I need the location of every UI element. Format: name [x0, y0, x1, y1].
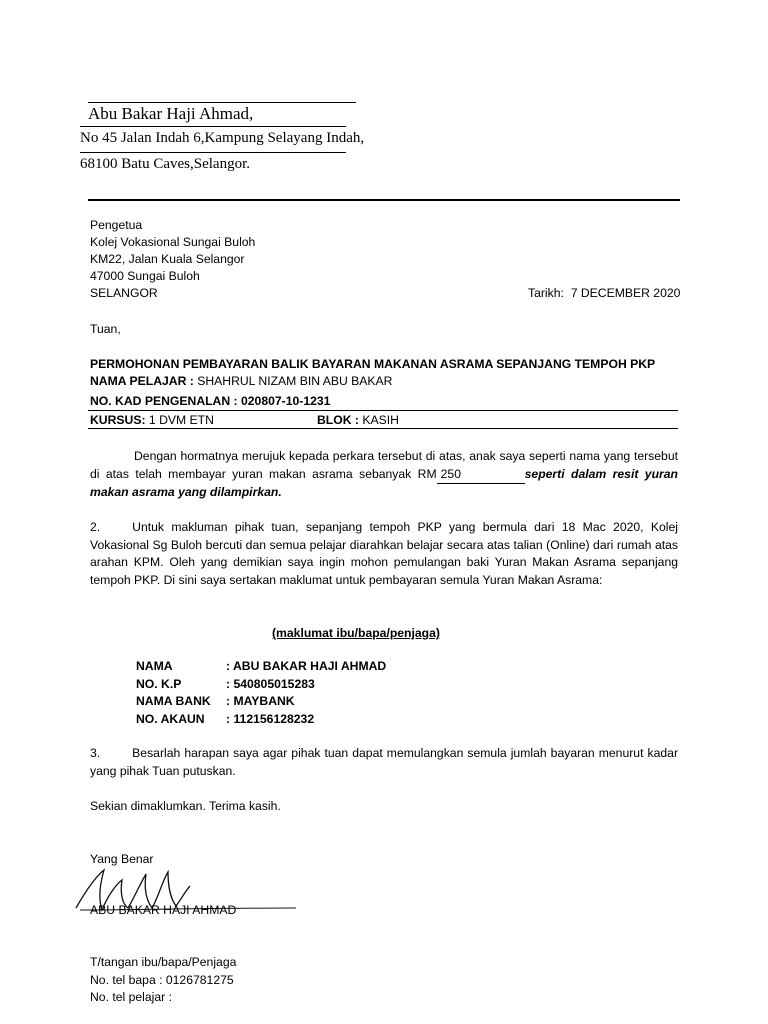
- recipient-line: Pengetua: [90, 218, 143, 232]
- father-phone: No. tel bapa : 0126781275: [90, 972, 234, 987]
- course-label: KURSUS:: [90, 413, 146, 427]
- parent-info-row: [136, 693, 386, 711]
- ic-value: 020807-10-1231: [241, 394, 331, 408]
- parent-info-row: [136, 676, 386, 694]
- ic-label: NO. KAD PENGENALAN :: [90, 394, 238, 408]
- parent-info-row: [136, 711, 386, 729]
- block-row: [317, 412, 399, 429]
- parent-info-label: NO. K.P: [136, 676, 182, 691]
- sender-name-rule: [80, 126, 346, 127]
- paragraph-3-number: 3.: [90, 746, 101, 760]
- ic-row-rule: [88, 410, 678, 411]
- date-value: 7 DECEMBER 2020: [570, 286, 681, 300]
- sender-address-line1: No 45 Jalan Indah 6,Kampung Selayang Indah,: [80, 130, 365, 146]
- parent-info-value: : 112156128232: [226, 711, 315, 726]
- amount-blank: [437, 466, 525, 485]
- student-name-value: SHAHRUL NIZAM BIN ABU BAKAR: [197, 374, 393, 388]
- ic-row: [90, 393, 330, 410]
- recipient-address: [90, 217, 255, 302]
- sign-off: Yang Benar: [90, 852, 154, 866]
- subject-bottom-rule: [88, 428, 678, 429]
- closing-text: Sekian dimaklumkan. Terima kasih.: [90, 799, 281, 813]
- letterhead-top-rule: [88, 102, 356, 103]
- parent-info-value: : 540805015283: [226, 676, 315, 691]
- student-phone: No. tel pelajar :: [90, 990, 172, 1004]
- recipient-line: Kolej Vokasional Sungai Buloh: [90, 235, 256, 249]
- sender-address-rule: [80, 152, 346, 153]
- footer-details: [90, 954, 236, 1007]
- course-value: 1 DVM ETN: [148, 413, 214, 427]
- parent-info-value: : ABU BAKAR HAJI AHMAD: [226, 659, 387, 673]
- paragraph-1: [90, 448, 678, 502]
- signer-name: ABU BAKAR HAJI AHMAD: [90, 903, 237, 917]
- parent-info-heading: (maklumat ibu/bapa/penjaga): [272, 626, 440, 640]
- recipient-line: KM22, Jalan Kuala Selangor: [90, 252, 245, 266]
- amount-value: 250: [440, 466, 461, 481]
- subject-title: PERMOHONAN PEMBAYARAN BALIK BAYARAN MAKANAN ASRAMA SEPANJANG TEMPOH PKP: [90, 357, 656, 371]
- course-row: [90, 412, 214, 429]
- paragraph-2-number: 2.: [90, 520, 101, 534]
- sender-address-line2: 68100 Batu Caves,Selangor.: [80, 156, 250, 172]
- parent-info-row: [136, 658, 386, 676]
- letterhead-divider: [88, 199, 680, 201]
- sender-name: Abu Bakar Haji Ahmad,: [88, 104, 254, 123]
- student-name-row: [90, 373, 393, 390]
- signature-label: T/tangan ibu/bapa/Penjaga: [90, 955, 237, 969]
- paragraph-1-part1: Dengan hormatnya merujuk kepada perkara tersebut di atas, anak saya seperti nama yang tersebut di atas telah membayar yuran makan asrama sebanyak RM: [90, 449, 678, 481]
- block-label: BLOK :: [317, 413, 359, 427]
- parent-info-table: [136, 658, 386, 728]
- paragraph-1-part2: seperti dalam resit yuran makan asrama yang dilampirkan.: [90, 466, 678, 499]
- parent-info-value: : MAYBANK: [226, 694, 295, 708]
- date-label: Tarikh:: [528, 286, 564, 300]
- parent-info-label: NAMA BANK: [136, 694, 211, 708]
- paragraph-2-text: Untuk makluman pihak tuan, sepanjang tempoh PKP yang bermula dari 18 Mac 2020, Kolej Vokasional Sg Buloh bercuti dan semua pelajar diarahkan belajar secara atas talian (Online) dari rumah atas arahan KPM. Oleh yang demikian saya ingin mohon pemulangan baki Yuran Makan Asrama sepanjang tempoh PKP. Di sini saya sertakan maklumat untuk pembayaran semula Yuran Makan Asrama:: [90, 520, 678, 587]
- paragraph-3-text: Besarlah harapan saya agar pihak tuan dapat memulangkan semula jumlah bayaran menurut kadar yang pihak Tuan putuskan.: [90, 746, 678, 778]
- student-name-label: NAMA PELAJAR :: [90, 374, 194, 388]
- paragraph-2: [90, 519, 678, 589]
- recipient-line: 47000 Sungai Buloh: [90, 269, 200, 283]
- parent-info-label: NAMA: [136, 659, 173, 673]
- salutation: Tuan,: [90, 322, 121, 336]
- letter-date: [528, 285, 680, 302]
- block-value: KASIH: [362, 413, 399, 427]
- recipient-line: SELANGOR: [90, 286, 158, 300]
- parent-info-label: NO. AKAUN: [136, 711, 205, 726]
- paragraph-3: [90, 745, 678, 780]
